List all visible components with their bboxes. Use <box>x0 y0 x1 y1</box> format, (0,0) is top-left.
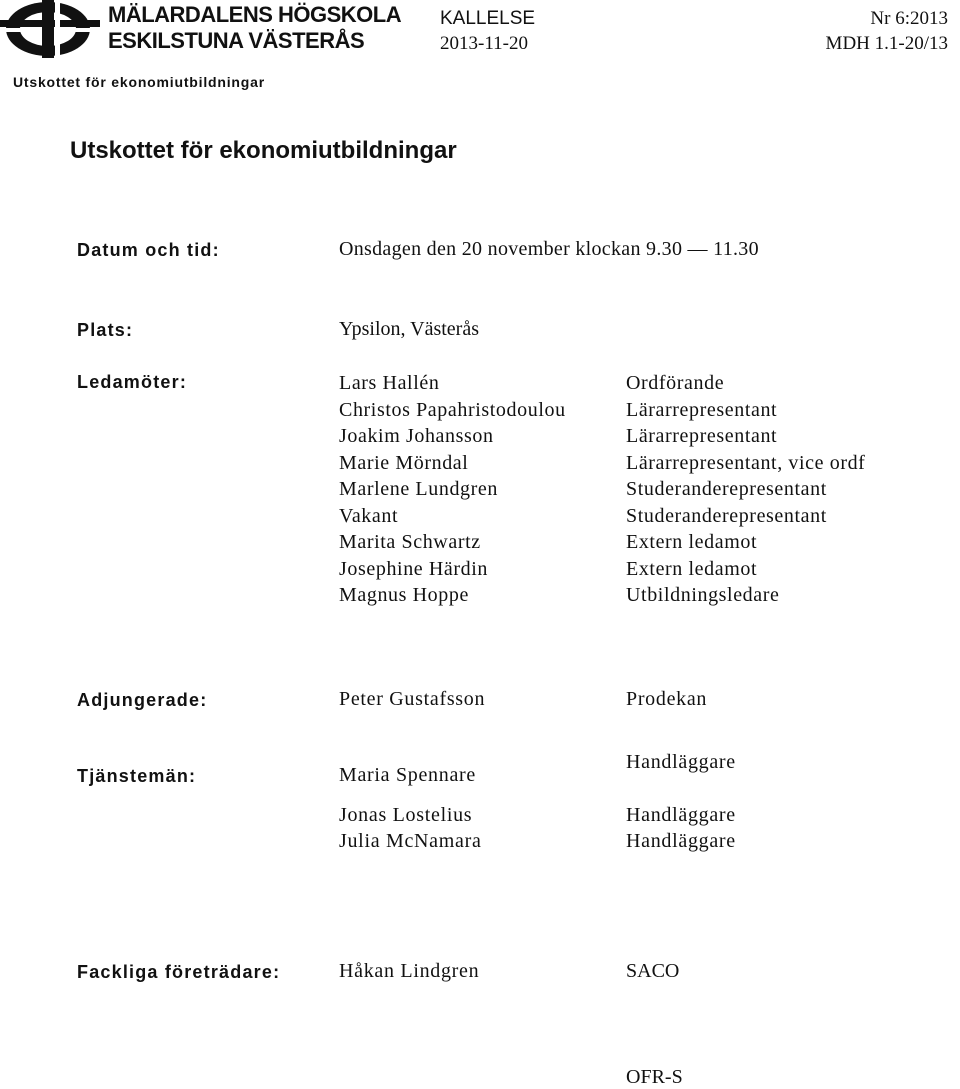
member-name: Marlene Lundgren <box>339 478 498 500</box>
member-role: Utbildningsledare <box>626 584 780 606</box>
document-type: KALLELSE <box>440 8 536 29</box>
member-role: Extern ledamot <box>626 557 758 580</box>
member-name: Marita Schwartz <box>339 531 481 553</box>
fackliga-name: Håkan Lindgren <box>339 960 480 982</box>
fackliga-org-2: OFR-S <box>626 1066 683 1088</box>
plats-value: Ypsilon, Västerås <box>339 318 479 340</box>
fackliga-label: Fackliga företrädare: <box>77 962 281 982</box>
member-name: Marie Mörndal <box>339 451 469 474</box>
tjanstemän-role-3: Handläggare <box>626 830 736 852</box>
member-name: Josephine Härdin <box>339 557 489 580</box>
member-role: Lärarrepresentant <box>626 425 778 447</box>
member-role: Studeranderepresentant <box>626 504 827 527</box>
member-role: Lärarrepresentant, vice ordf <box>626 451 866 474</box>
ledamoter-label: Ledamöter: <box>77 372 188 392</box>
member-name: Joakim Johansson <box>339 425 494 447</box>
logo-line-2: ESKILSTUNA VÄSTERÅS <box>108 28 365 53</box>
datum-value: Onsdagen den 20 november klockan 9.30 — 11.30 <box>339 238 759 260</box>
tjanstemän-role-1: Handläggare <box>626 751 736 773</box>
committee-subheading: Utskottet för ekonomiutbildningar <box>13 74 265 90</box>
university-logo <box>0 0 402 60</box>
logo-line-1: MÄLARDALENS HÖGSKOLA <box>108 2 402 27</box>
tjanstemän-name-1: Maria Spennare <box>339 764 476 786</box>
university-emblem-icon <box>0 0 100 58</box>
member-name: Christos Papahristodoulou <box>339 398 566 421</box>
member-name: Vakant <box>339 504 399 527</box>
adjungerade-role: Prodekan <box>626 688 708 710</box>
member-name: Magnus Hoppe <box>339 584 469 606</box>
member-role: Extern ledamot <box>626 531 758 553</box>
fackliga-org: SACO <box>626 960 680 982</box>
member-role: Studeranderepresentant <box>626 478 827 500</box>
member-role: Ordförande <box>626 372 725 394</box>
tjanstemän-role-2: Handläggare <box>626 804 736 826</box>
member-role: Lärarrepresentant <box>626 398 778 421</box>
page-title: Utskottet för ekonomiutbildningar <box>70 137 457 164</box>
document-date: 2013-11-20 <box>440 33 528 54</box>
datum-label: Datum och tid: <box>77 240 220 260</box>
adjungerade-label: Adjungerade: <box>77 690 208 710</box>
tjanstemän-name-2: Jonas Lostelius <box>339 804 473 826</box>
plats-label: Plats: <box>77 320 134 340</box>
adjungerade-name: Peter Gustafsson <box>339 688 486 710</box>
member-name: Lars Hallén <box>339 372 440 394</box>
document-reference: MDH 1.1-20/13 <box>825 33 948 54</box>
document-number: Nr 6:2013 <box>870 8 948 29</box>
tjanstemän-label: Tjänstemän: <box>77 766 197 786</box>
tjanstemän-name-3: Julia McNamara <box>339 830 482 852</box>
